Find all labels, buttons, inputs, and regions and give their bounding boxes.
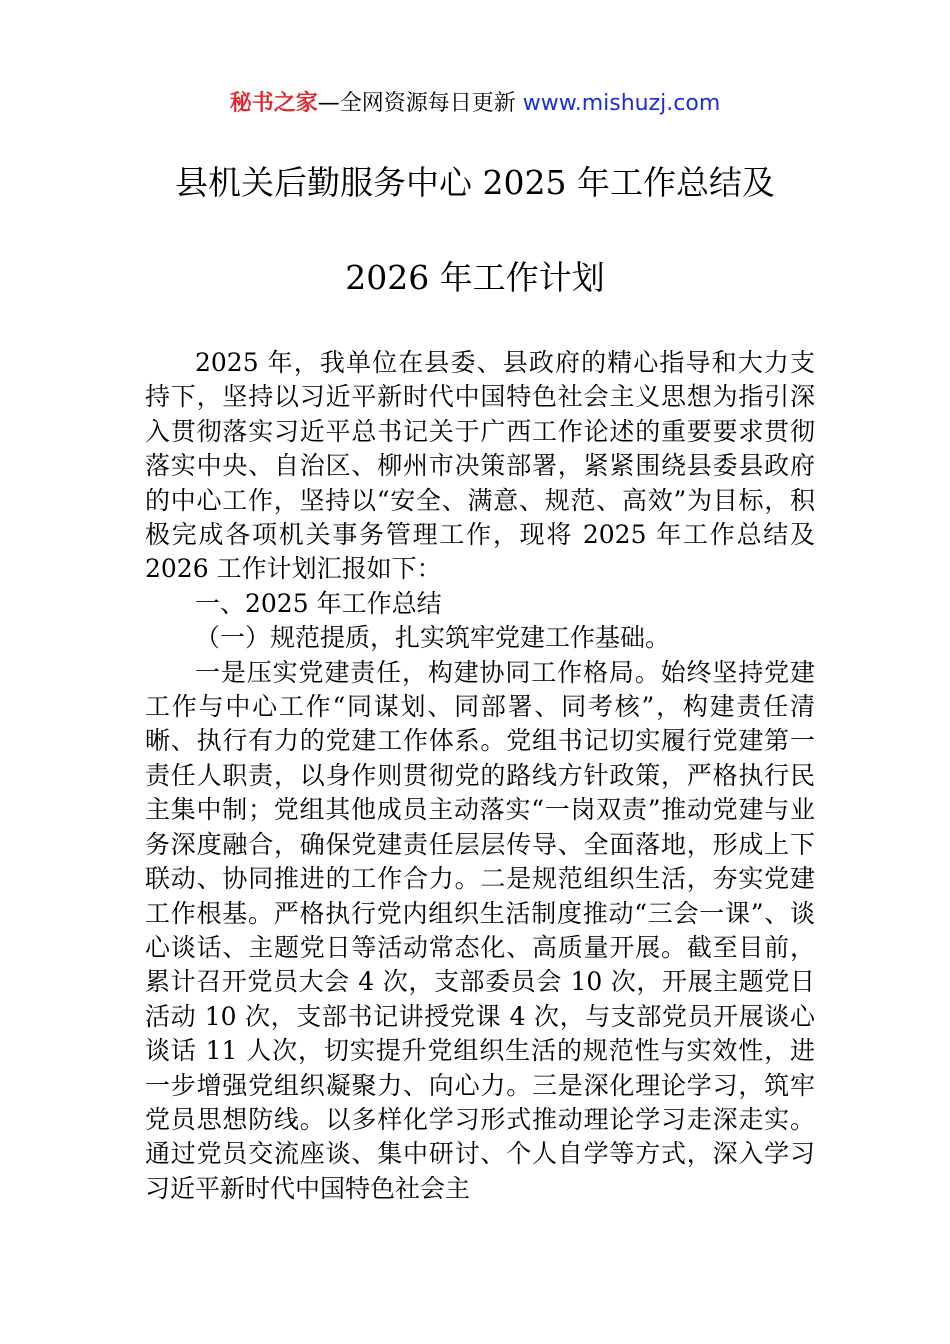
document-title-line-2: 2026 年工作计划 xyxy=(345,258,605,297)
site-header xyxy=(0,88,950,120)
brand-name: 秘书之家 xyxy=(229,91,318,116)
subsection-heading: （一）规范提质，扎实筑牢党建工作基础。 xyxy=(195,623,671,653)
intro-paragraph: 2025 年，我单位在县委、县政府的精心指导和大力支持下，坚持以习近平新时代中国特色社会主义思想为指引深入贯彻落实习近平总书记关于广西工作论述的重要要求贯彻落实中央、自治区、柳州市决策部署，紧紧围绕县委县政府的中心工作，坚持以“安全、满意、规范、高效”为目标，积极完成各项机关事务管理工作，现将 2025 年工作总结及 2026 工作计划汇报如下： xyxy=(145,348,815,584)
site-url-link[interactable]: www.mishuzj.com xyxy=(522,91,721,116)
section-heading: 一、2025 年工作总结 xyxy=(195,588,442,618)
site-tagline: —全网资源每日更新 xyxy=(317,91,523,116)
body-paragraph: 一是压实党建责任，构建协同工作格局。始终坚持党建工作与中心工作“同谋划、同部署、同考核”，构建责任清晰、执行有力的党建工作体系。党组书记切实履行党建第一责任人职责，以身作则贯彻党的路线方针政策，严格执行民主集中制；党组其他成员主动落实“一岗双责”推动党建与业务深度融合，确保党建责任层层传导、全面落地，形成上下联动、协同推进的工作合力。二是规范组织生活，夯实党建工作根基。严格执行党内组织生活制度推动“三会一课”、谈心谈话、主题党日等活动常态化、高质量开展。截至目前，累计召开党员大会 4 次，支部委员会 10 次，开展主题党日活动 10 次，支部书记讲授党课 4 次，与支部党员开展谈心谈话 11 人次，切实提升党组织生活的规范性与实效性，进一步增强党组织凝聚力、向心力。三是深化理论学习，筑牢党员思想防线。以多样化学习形式推动理论学习走深走实。通过党员交流座谈、集中研讨、个人自学等方式，深入学习习近平新时代中国特色社会主 xyxy=(145,657,815,1203)
document-body xyxy=(145,346,815,1206)
document-title-line-1: 县机关后勤服务中心 2025 年工作总结及 xyxy=(175,163,775,202)
